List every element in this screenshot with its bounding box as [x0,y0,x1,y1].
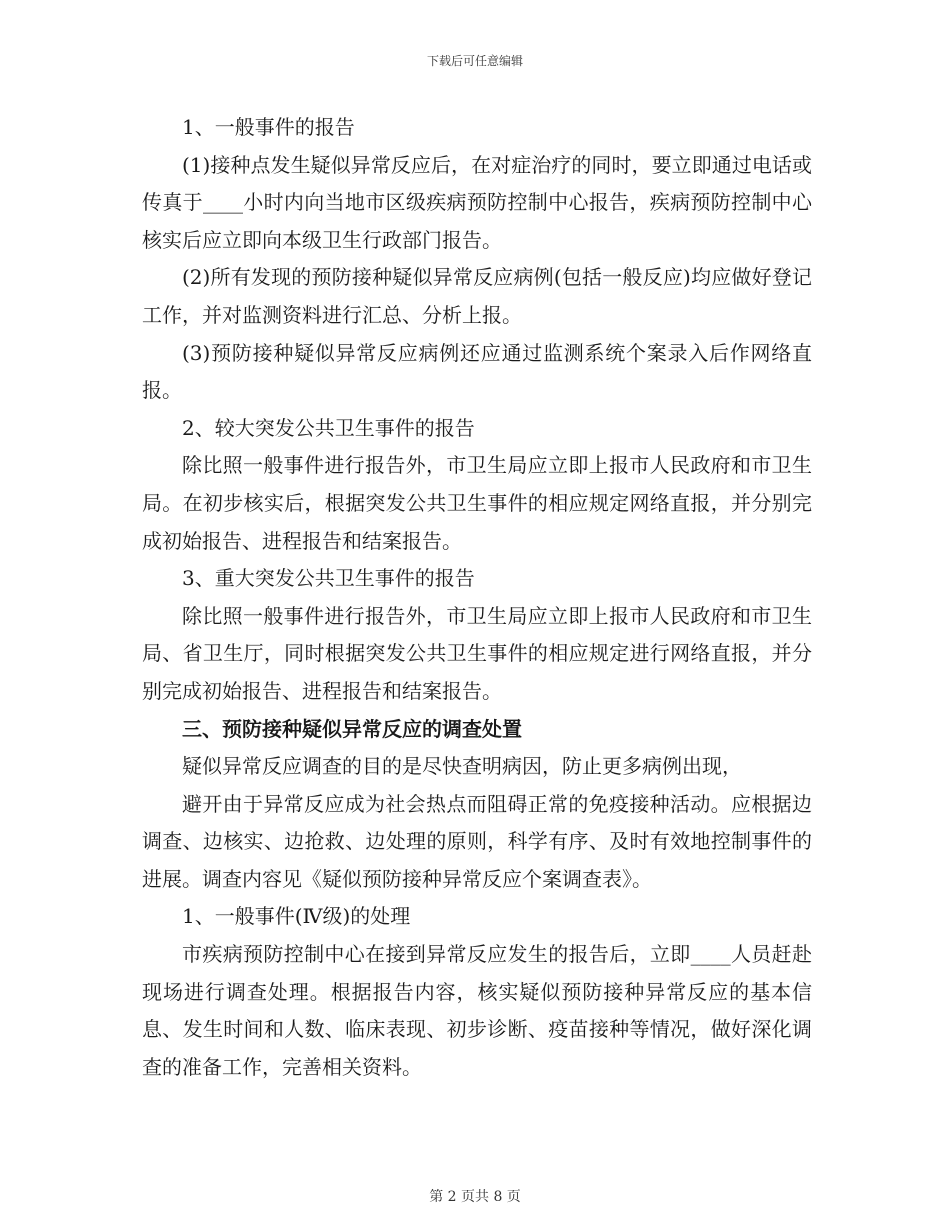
paragraph-major-event: 除比照一般事件进行报告外，市卫生局应立即上报市人民政府和市卫生局。在初步核实后，根据突发公共卫生事件的相应规定网络直报，并分别完成初始报告、进程报告和结案报告。 [142,453,812,553]
document-body [142,109,812,1086]
paragraph-investigation-principle: 避开由于异常反应成为社会热点而阻碍正常的免疫接种活动。应根据边调查、边核实、边抢救、边处理的原则，科学有序、及时有效地控制事件的进展。调查内容见《疑似预防接种异常反应个案调查表》。 [142,791,812,891]
paragraph-report-step-1: (1)接种点发生疑似异常反应后，在对症治疗的同时，要立即通过电话或传真于____小时内向当地市区级疾病预防控制中心报告，疾病预防控制中心核实后应立即向本级卫生行政部门报告。 [142,152,812,252]
section-heading-investigation: 三、预防接种疑似异常反应的调查处置 [182,716,522,741]
heading-general-event-report: 1、一般事件的报告 [182,115,355,139]
page-number: 第 2 页共 8 页 [429,1189,521,1205]
paragraph-report-step-2: (2)所有发现的预防接种疑似异常反应病例(包括一般反应)均应做好登记工作，并对监测资料进行汇总、分析上报。 [142,265,812,327]
heading-major-event-report: 2、较大突发公共卫生事件的报告 [182,415,475,440]
page-header-note: 下载后可任意编辑 [426,54,523,68]
paragraph-investigation-purpose: 疑似异常反应调查的目的是尽快查明病因，防止更多病例出现， [182,754,742,779]
heading-general-event-handling: 1、一般事件(Ⅳ级)的处理 [182,904,411,929]
paragraph-serious-event: 除比照一般事件进行报告外，市卫生局应立即上报市人民政府和市卫生局、省卫生厅，同时根据突发公共卫生事件的相应规定进行网络直报，并分别完成初始报告、进程报告和结案报告。 [142,603,812,703]
paragraph-general-event-handling: 市疾病预防控制中心在接到异常反应发生的报告后，立即____人员赶赴现场进行调查处理。根据报告内容，核实疑似预防接种异常反应的基本信息、发生时间和人数、临床表现、初步诊断、疫苗接种等情况，做好深化调查的准备工作，完善相关资料。 [142,942,812,1079]
paragraph-report-step-3: (3)预防接种疑似异常反应病例还应通过监测系统个案录入后作网络直报。 [142,340,812,403]
heading-serious-event-report: 3、重大突发公共卫生事件的报告 [182,566,475,591]
